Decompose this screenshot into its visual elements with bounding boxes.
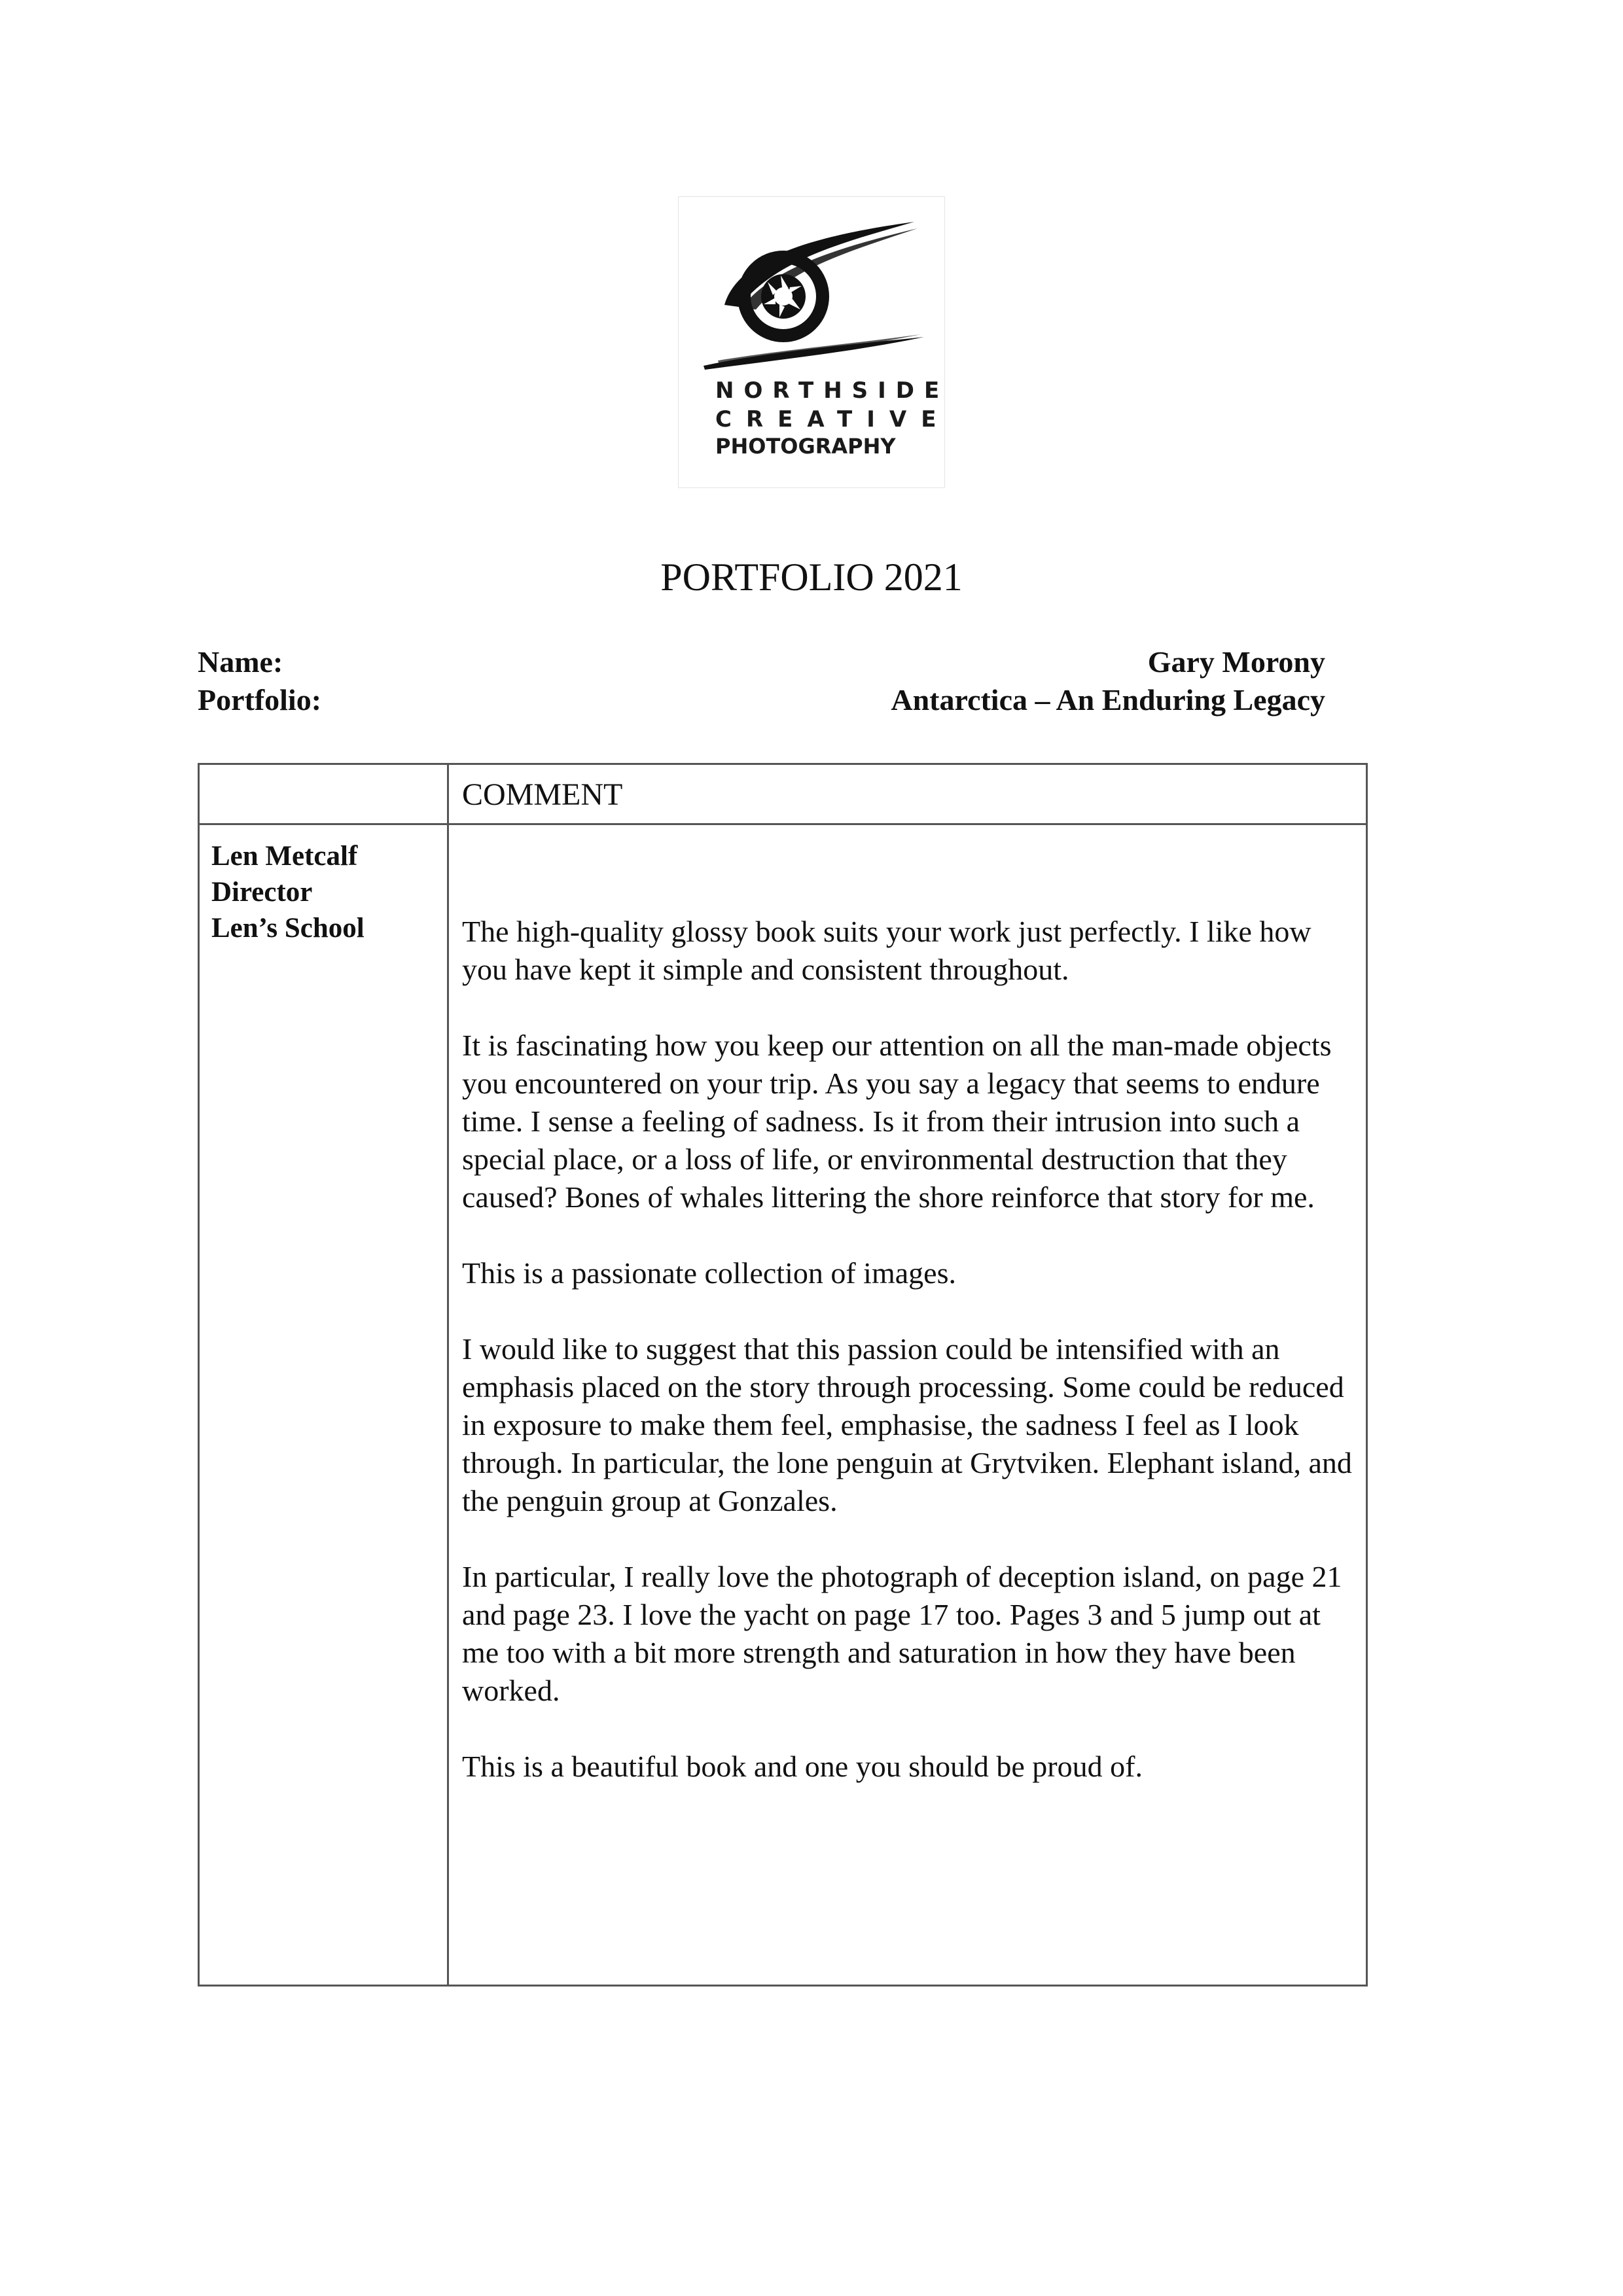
- comment-table: [198, 763, 1368, 1987]
- portfolio-label: Portfolio:: [198, 683, 322, 716]
- northside-creative-photography-logo: [678, 196, 951, 488]
- logo-text-northside: NORTHSIDE: [715, 378, 950, 404]
- table-row: [199, 824, 1367, 1986]
- comment-paragraph: The high-quality glossy book suits your work just perfectly. I like how you have kept it simple and consistent throughout.: [462, 915, 1311, 986]
- comment-header: COMMENT: [448, 764, 1367, 824]
- name-label: Name:: [198, 645, 283, 679]
- logo-text-photography: PHOTOGRAPHY: [715, 434, 896, 459]
- header-empty-cell: [199, 764, 448, 824]
- comment-paragraph: This is a beautiful book and one you should be proud of.: [462, 1750, 1143, 1783]
- reviewer-organisation: Len’s School: [211, 913, 365, 944]
- comment-paragraph: This is a passionate collection of images.: [462, 1256, 956, 1290]
- comment-paragraph: It is fascinating how you keep our attention on all the man-made objects you encountered on your trip. As you say a legacy that seems to endure time. I sense a feeling of sadness. Is it from their intrusion into such a special place, or a loss of life, or environmental destruction that they caused? Bones of whales littering the shore reinforce that story for me.: [462, 1029, 1332, 1214]
- name-value: Gary Morony: [1147, 645, 1325, 679]
- page-title: PORTFOLIO 2021: [660, 556, 963, 599]
- reviewer-name: Len Metcalf: [211, 841, 358, 872]
- logo-text-creative: CREATIVE: [715, 406, 951, 433]
- comment-paragraph: In particular, I really love the photograph of deception island, on page 21 and page 23. I love the yacht on page 17 too. Pages 3 and 5 jump out at me too with a bit more strength and saturation in how they have been worked.: [462, 1560, 1342, 1707]
- table-header-row: [199, 764, 1367, 824]
- comment-paragraph: I would like to suggest that this passion could be intensified with an emphasis placed on the story through processing. Some could be reduced in exposure to make them feel, emphasise, the sadness I feel as I look through. In particular, the lone penguin at Grytviken. Elephant island, and the penguin group at Gonzales.: [462, 1332, 1352, 1517]
- comment-body-cell: [448, 824, 1367, 1986]
- portfolio-value: Antarctica – An Enduring Legacy: [891, 683, 1325, 716]
- reviewer-role: Director: [211, 877, 313, 908]
- reviewer-cell: [199, 824, 448, 1986]
